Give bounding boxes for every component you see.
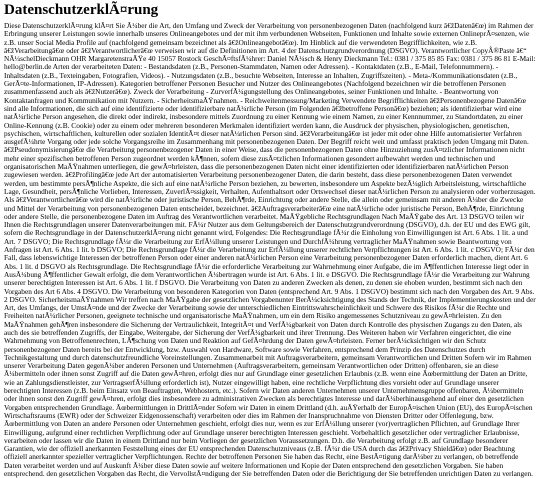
page-title: DatenschutzerklÃ¤rung: [4, 2, 159, 18]
privacy-policy-body: Diese DatenschutzerklÃ¤rung klÃ¤rt Sie Ã¼ber die Art, den Umfang und Zweck der Verarbeitung von personenbezogenen Daten (nachfolgend kurz â€žDatenâ€œ) im Rahmen der Erbringung unserer Leistungen sowie innerhalb unseres Onlineangebotes und der mit ihm verbundenen Webseiten, Funktionen und Inhalte sowie externen OnlineprÃ¤senzen, wie z.B. unser Social Media Profile auf (nachfolgend gemeinsam bezeichnet als â€žOnlineangebotâ€œ). Im Hinblick auf die verwendeten Begrifflichkeiten, wie z.B. â€žVerarbeitungâ€œ oder â€žVerantwortlicherâ€œ verweisen wir auf die Definitionen im Art. 4 der Datenschutzgrundverordnung (DSGVO). Verantwortlicher CopyÂ®Paste â€“ NÃ¼schelDieckmann OHR MargaretenstraÃŸe 40 15057 Rostock GeschÃ¤ftsfÃ¼hrer: Daniel NÃ¼sch & Henry Dieckmann Tel.: 0381 / 375 85 85 Fax: 0381 / 375 86 81 E-Mail: hello@berlin.de Arten der verarbeiteten Daten: - Bestandsdaten (z.B., Personen-Stammdaten, Namen oder Adressen). - Kontaktdaten (z.B., E-Mail, Telefonnummern). - Inhaltsdaten (z.B., Texteingaben, Fotografien, Videos). - Nutzungsdaten (z.B., besuchte Webseiten, Interesse an Inhalten, Zugriffszeiten). - Meta-/Kommunikationsdaten (z.B., GerÃ¤te-Informationen, IP-Adressen). Kategorien betroffener Personen Besucher und Nutzer des Onlineangebotes (Nachfolgend bezeichnen wir die betroffenen Personen zusammenfassend auch als â€žNutzerâ€œ). Zweck der Verarbeitung - ZurverfÃ¼gungstellung des Onlineangebotes, seiner Funktionen und Inhalte. - Beantwortung von Kontaktanfragen und Kommunikation mit Nutzern. - SicherheitsmaÃŸnahmen. - Reichweitenmessung/Marketing Verwendete Begrifflichkeiten â€žPersonenbezogene Datenâ€œ sind alle Informationen, die sich auf eine identifizierte oder identifizierbare natÃ¼rliche Person (im Folgenden â€žbetroffene Personâ€œ) beziehen; als identifizierbar wird eine natÃ¼rliche Person angesehen, die direkt oder indirekt, insbesondere mittels Zuordnung zu einer Kennung wie einem Namen, zu einer Kennnummer, zu Standortdaten, zu einer Online-Kennung (z.B. Cookie) oder zu einem oder mehreren besonderen Merkmalen identifiziert werden kann, die Ausdruck der physischen, physiologischen, genetischen, psychischen, wirtschaftlichen, kulturellen oder sozialen IdentitÃ¤t dieser natÃ¼rlichen Person sind. â€žVerarbeitungâ€œ ist jeder mit oder ohne Hilfe automatisierter Verfahren ausgefÃ¼hrte Vorgang oder jede solche Vorgangsreihe im Zusammenhang mit personenbezogenen Daten. Der Begriff reicht weit und umfasst praktisch jeden Umgang mit Daten. â€žPseudonymisierungâ€œ die Verarbeitung personenbezogener Daten in einer Weise, dass die personenbezogenen Daten ohne Hinzuziehung zusÃ¤tzlicher Informationen nicht mehr einer spezifischen betroffenen Person zugeordnet werden kÃ¶nnen, sofern diese zusÃ¤tzlichen Informationen gesondert aufbewahrt werden und technischen und organisatorischen MaÃŸnahmen unterliegen, die gewÃ¤hrleisten, dass die personenbezogenen Daten nicht einer identifizierten oder identifizierbaren natÃ¼rlichen Person zugewiesen werden. â€žProfilingâ€œ jede Art der automatisierten Verarbeitung personenbezogener Daten, die darin besteht, dass diese personenbezogenen Daten verwendet werden, um bestimmte persÃ¶nliche Aspekte, die sich auf eine natÃ¼rliche Person beziehen, zu bewerten, insbesondere um Aspekte bezÃ¼glich Arbeitsleistung, wirtschaftliche Lage, Gesundheit, persÃ¶nliche Vorlieben, Interessen, ZuverlÃ¤ssigkeit, Verhalten, Aufenthaltsort oder Ortswechsel dieser natÃ¼rlichen Person zu analysieren oder vorherzusagen. Als â€žVerantwortlicherâ€œ wird die natÃ¼rliche oder juristische Person, BehÃ¶rde, Einrichtung oder andere Stelle, die allein oder gemeinsam mit anderen Ã¼ber die Zwecke und Mittel der Verarbeitung von personenbezogenen Daten entscheidet, bezeichnet. â€žAuftragsverarbeiterâ€œ eine natÃ¼rliche oder juristische Person, BehÃ¶rde, Einrichtung oder andere Stelle, die personenbezogene Daten im Auftrag des Verantwortlichen verarbeitet. MaÃŸgebliche Rechtsgrundlagen Nach MaÃŸgabe des Art. 13 DSGVO teilen wir Ihnen die Rechtsgrundlagen unserer Datenverarbeitungen mit. FÃ¼r Nutzer aus dem Geltungsbereich der Datenschutzgrundverordnung (DSGVO), d.h. der EU und des EWG gilt, sofern die Rechtsgrundlage in der DatenschutzerklÃ¤rung nicht genannt wird, Folgendes: Die Rechtsgrundlage fÃ¼r die Einholung von Einwilligungen ist Art. 6 Abs. 1 lit. a und Art. 7 DSGVO; Die Rechtsgrundlage fÃ¼r die Verarbeitung zur ErfÃ¼llung unserer Leistungen und DurchfÃ¼hrung vertraglicher MaÃŸnahmen sowie Beantwortung von Anfragen ist Art. 6 Abs. 1 lit. b DSGVO; Die Rechtsgrundlage fÃ¼r die Verarbeitung zur ErfÃ¼llung unserer rechtlichen Verpflichtungen ist Art. 6 Abs. 1 lit. c DSGVO; FÃ¼r den Fall, dass lebenswichtige Interessen der betroffenen Person oder einer anderen natÃ¼rlichen Person eine Verarbeitung personenbezogener Daten erforderlich machen, dient Art. 6 Abs. 1 lit. d DSGVO als Rechtsgrundlage. Die Rechtsgrundlage fÃ¼r die erforderliche Verarbeitung zur Wahrnehmung einer Aufgabe, die im Ã¶ffentlichen Interesse liegt oder in AusÃ¼bung Ã¶ffentlicher Gewalt erfolgt, die dem Verantwortlichen Ã¼bertragen wurde ist Art. 6 Abs. 1 lit. e DSGVO. Die Rechtsgrundlage fÃ¼r die Verarbeitung zur Wahrung unserer berechtigten Interessen ist Art. 6 Abs. 1 lit. f DSGVO. Die Verarbeitung von Daten zu anderen Zwecken als denen, zu denen sie ehoben wurden, bestimmt sich nach den Vorgaben des Art 6 Abs. 4 DSGVO. Die Verarbeitung von besonderen Kategorien von Daten (entsprechend Art. 9 Abs. 1 DSGVO) bestimmt sich nach den Vorgaben des Art. 9 Abs. 2 DSGVO. SicherheitsmaÃŸnahmen Wir treffen nach MaÃŸgabe der gesetzlichen Vorgabenunter BerÃ¼cksichtigung des Stands der Technik, der Implementierungskosten und der Art, des Umfangs, der UmstÃ¤nde und der Zwecke der Verarbeitung sowie der unterschiedlichen Eintrittswahrscheinlichkeit und Schwere des Risikos fÃ¼r die Rechte und Freiheiten natÃ¼rlicher Personen, geeignete technische und organisatorische MaÃŸnahmen, um ein dem Risiko angemessenes Schutzniveau zu gewÃ¤hrleisten. Zu den MaÃŸnahmen gehÃ¶ren insbesondere die Sicherung der Vertraulichkeit, IntegritÃ¤t und VerfÃ¼gbarkeit von Daten durch Kontrolle des physischen Zugangs zu den Daten, als auch des sie betreffenden Zugriffs, der Eingabe, Weitergabe, der Sicherung der VerfÃ¼gbarkeit und ihrer Trennung. Des Weiteren haben wir Verfahren eingerichtet, die eine Wahrnehmung von Betroffenenrechten, LÃ¶schung von Daten und Reaktion auf GefÃ¤hrdung der Daten gewÃ¤hrleisten. Ferner berÃ¼cksichtigen wir den Schutz personenbezogener Daten bereits bei der Entwicklung, bzw. Auswahl von Hardware, Software sowie Verfahren, entsprechend dem Prinzip des Datenschutzes durch Technikgestaltung und durch datenschutzfreundliche Voreinstellungen. Zusammenarbeit mit Auftragsverarbeitern, gemeinsam Verantwortlichen und Dritten Sofern wir im Rahmen unserer Verarbeitung Daten gegenÃ¼ber anderen Personen und Unternehmen (Auftragsverarbeitern, gemeinsam Verantwortlichen oder Dritten) offenbaren, sie an diese Ã¼bermitteln oder ihnen sonst Zugriff auf die Daten gewÃ¤hren, erfolgt dies nur auf Grundlage einer gesetzlichen Erlaubnis (z.B. wenn eine Ãœbermittlung der Daten an Dritte, wie an Zahlungsdienstleister, zur VertragserfÃ¼llung erforderlich ist), Nutzer eingewilligt haben, eine rechtliche Verpflichtung dies vorsieht oder auf Grundlage unserer berechtigten Interessen (z.B. beim Einsatz von Beauftragten, Webhostern, etc.). Sofern wir Daten anderen Unternehmen unserer Unternehmensgruppe offenbaren, Ã¼bermitteln oder ihnen sonst den Zugriff gewÃ¤hren, erfolgt dies insbesondere zu administrativen Zwecken als berechtigtes Interesse und darÃ¼berhinausgehend auf einer den gesetzlichen Vorgaben entsprechenden Grundlage. Ãœbermittlungen in DrittlÃ¤nder Sofern wir Daten in einem Drittland (d.h. auÃŸerhalb der EuropÃ¤ischen Union (EU), des EuropÃ¤ischen Wirtschaftsraums (EWR) oder der Schweizer Eidgenossenschaft) verarbeiten oder dies im Rahmen der Inanspruchnahme von Diensten Dritter oder Offenlegung, bzw. Ãœbermittlung von Daten an andere Personen oder Unternehmen geschieht, erfolgt dies nur, wenn es zur ErfÃ¼llung unserer (vor)vertraglichen Pflichten, auf Grundlage Ihrer Einwilligung, aufgrund einer rechtlichen Verpflichtung oder auf Grundlage unserer berechtigten Interessen geschieht. Vorbehaltlich gesetzlicher oder vertraglicher Erlaubnisse, verarbeiten oder lassen wir die Daten in einem Drittland nur beim Vorliegen der gesetzlichen Voraussetzungen. D.h. die Verarbeitung erfolgt z.B. auf Grundlage besonderer Garantien, wie der offiziell anerkannten Feststellung eines der EU entsprechenden Datenschutzniveaus (z.B. fÃ¼r die USA durch das â€žPrivacy Shieldâ€œ) oder Beachtung offiziell anerkannter spezieller vertraglicher Verpflichtungen. Rechte der betroffenen Personen Sie haben das Recht, eine BestÃ¤tigung darÃ¼ber zu verlangen, ob betreffende Daten verarbeitet werden und auf Auskunft Ã¼ber diese Daten sowie auf weitere Informationen und Kopie der Daten entsprechend den gesetzlichen Vorgaben. Sie haben entsprechend. den gesetzlichen Vorgaben das Recht, die VervollstÃ¤ndigung der Sie betreffenden Daten oder die Berichtigung der Sie betreffenden unrichtigen Daten zu verlangen.: [4, 21, 536, 478]
